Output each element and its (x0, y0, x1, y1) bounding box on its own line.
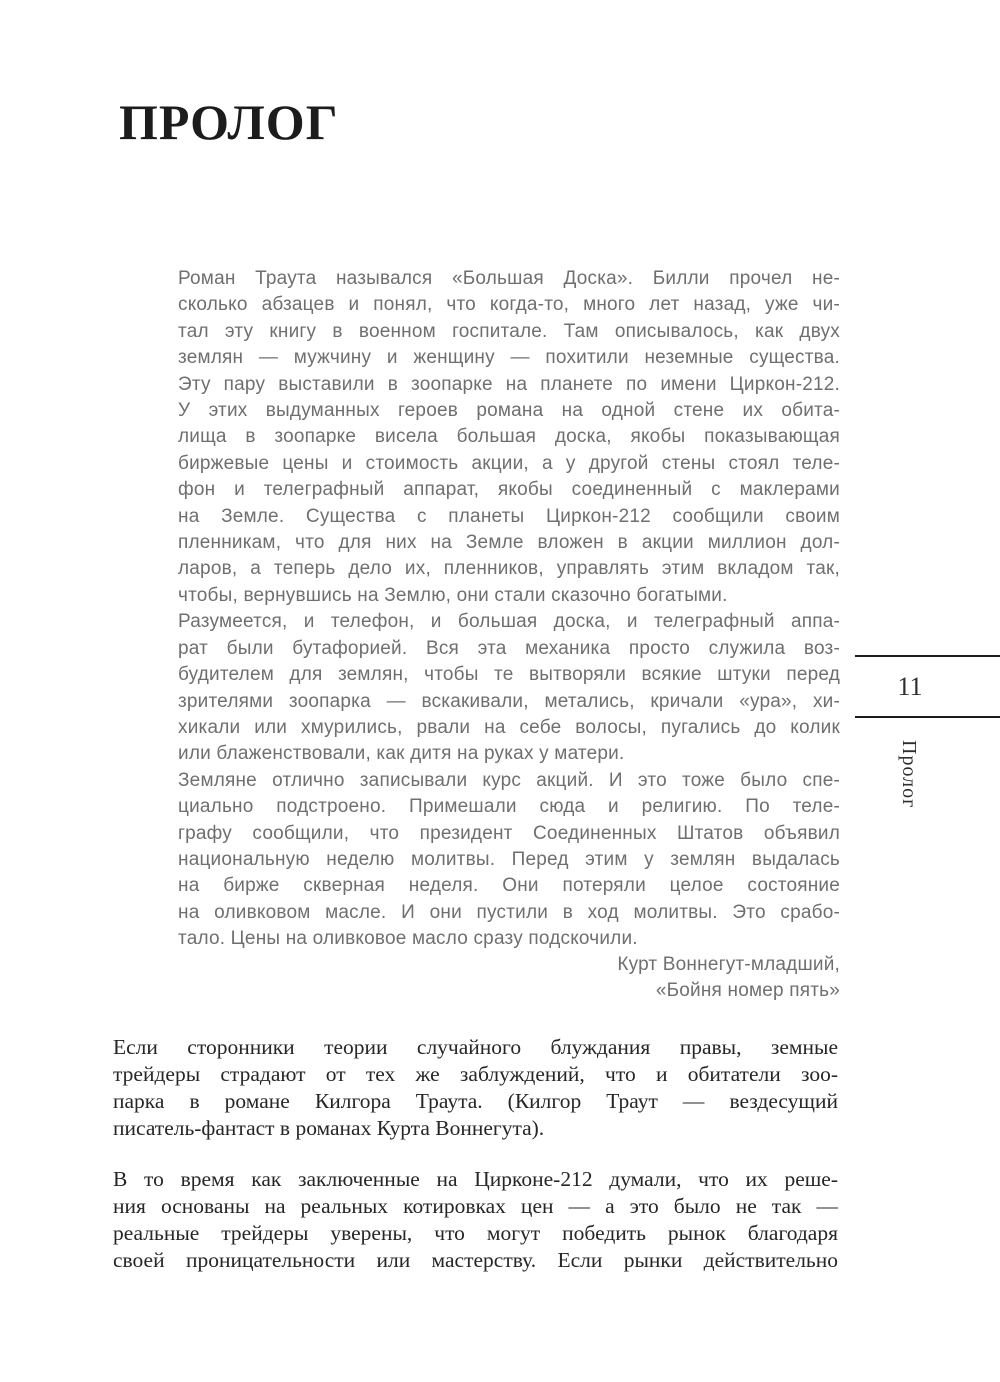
quote-line: землян — мужчину и женщину — похитили неземные существа. (178, 347, 840, 369)
body-line: реальные трейдеры уверены, что могут победить рынок благодаря (113, 1221, 838, 1245)
chapter-title: ПРОЛОГ (119, 94, 339, 150)
body-line: В то время как заключенные на Цирконе-212 думали, что их реше- (113, 1167, 838, 1191)
quote-line: циально подстроено. Примешали сюда и религию. По теле- (178, 796, 840, 818)
page-number: 11 (897, 672, 923, 701)
quote-line: ларов, а теперь дело их, пленников, управлять этим вкладом так, (178, 558, 840, 580)
quote-line: Земляне отлично записывали курс акций. И это тоже было спе- (178, 769, 840, 791)
body-line: своей проницательности или мастерству. Если рынки действительно (113, 1248, 838, 1272)
running-title-vertical: Пролог (898, 740, 920, 809)
paragraph (113, 1166, 838, 1274)
paragraph (178, 609, 840, 767)
quote-line: У этих выдуманных героев романа на одной стене их обита- (178, 400, 840, 422)
quote-line: лища в зоопарке висела большая доска, якобы показывающая (178, 426, 840, 448)
quote-line: чтобы, вернувшись на Землю, они стали сказочно богатыми. (178, 584, 728, 606)
body-line: трейдеры страдают от тех же заблуждений, что и обитатели зоо- (113, 1062, 838, 1086)
quote-line: зрителями зоопарка — вскакивали, метались, кричали «ура», хи- (178, 690, 840, 712)
body-line: ния основаны на реальных котировках цен — а это было не так — (113, 1194, 838, 1218)
page-number-rule-top (855, 655, 1000, 657)
quote-line: будителем для землян, чтобы те вытворяли всякие штуки перед (178, 664, 840, 686)
epigraph-quote-block (178, 266, 840, 953)
body-line: Если сторонники теории случайного блуждания правы, земные (113, 1035, 838, 1059)
paragraph (113, 1034, 838, 1142)
body-text (113, 1034, 838, 1274)
quote-line: рат были бутафорией. Вся эта механика просто служила воз- (178, 637, 840, 659)
paragraph (178, 266, 840, 609)
page-number-rule-bottom (855, 716, 1000, 718)
body-line: парка в романе Килгора Траута. (Килгор Траут — вездесущий (113, 1089, 838, 1113)
attribution-source: «Бойня номер пять» (655, 980, 840, 1002)
quote-line: на оливковом масле. И они пустили в ход молитвы. Это срабо- (178, 901, 840, 923)
quote-line: Роман Траута назывался «Большая Доска». Билли прочел не- (178, 268, 840, 289)
quote-attribution (178, 952, 840, 1005)
attribution-author: Курт Воннегут-младший, (617, 954, 840, 975)
paragraph (178, 768, 840, 953)
quote-line: Разумеется, и телефон, и большая доска, и телеграфный аппа- (178, 611, 840, 633)
quote-line: тал эту книгу в военном госпитале. Там описывалось, как двух (178, 320, 840, 342)
quote-line: Эту пару выставили в зоопарке на планете по имени Циркон-212. (178, 373, 840, 395)
quote-line: или блаженствовали, как дитя на руках у матери. (178, 743, 625, 765)
body-line: писатель-фантаст в романах Курта Воннегута). (113, 1116, 545, 1140)
quote-line: на бирже скверная неделя. Они потеряли целое состояние (178, 875, 840, 897)
quote-line: на Земле. Существа с планеты Циркон-212 сообщили своим (178, 505, 840, 527)
quote-line: графу сообщили, что президент Соединенных Штатов объявил (178, 822, 840, 844)
quote-line: фон и телеграфный аппарат, якобы соединенный с маклерами (178, 479, 840, 501)
quote-line: национальную неделю молитвы. Перед этим у землян выдалась (178, 848, 840, 870)
quote-line: пленникам, что для них на Земле вложен в акции миллион дол- (178, 532, 840, 554)
quote-line: тало. Цены на оливковое масло сразу подскочили. (178, 928, 638, 950)
quote-line: сколько абзацев и понял, что когда-то, много лет назад, уже чи- (178, 294, 840, 316)
quote-line: биржевые цены и стоимость акции, а у другой стены стоял теле- (178, 452, 840, 474)
quote-line: хикали или хмурились, рвали на себе волосы, пугались до колик (178, 716, 840, 738)
